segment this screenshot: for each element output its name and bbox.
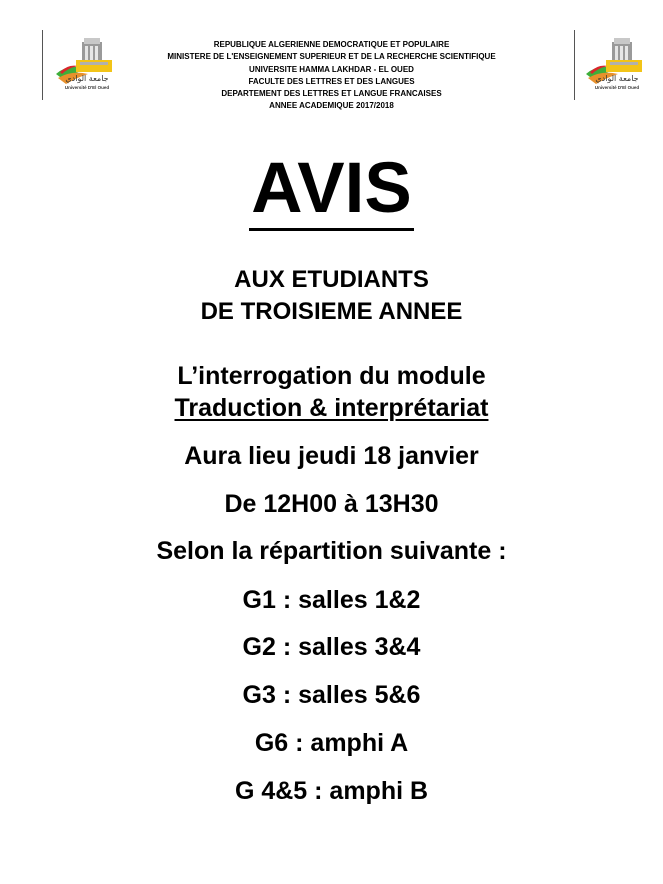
- institution-header: [130, 39, 533, 113]
- left-divider: [42, 30, 43, 100]
- logo-caption: Université D'El Oued: [594, 85, 640, 90]
- audience-line-2: DE TROISIEME ANNEE: [200, 298, 463, 325]
- header-line-department: DEPARTEMENT DES LETTRES ET LANGUE FRANCAISES: [221, 89, 442, 99]
- audience-line-1: AUX ETUDIANTS: [234, 266, 429, 293]
- logo-arabic-text: جامعة الوادي: [595, 74, 639, 83]
- header-line-academic-year: ANNEE ACADEMIQUE 2017/2018: [269, 101, 394, 111]
- assignment-g2: G2 : salles 3&4: [242, 633, 421, 661]
- assignment-g6: G6 : amphi A: [254, 729, 409, 757]
- exam-time: De 12H00 à 13H30: [224, 490, 439, 518]
- notice-title: [0, 147, 663, 231]
- module-intro: L’interrogation du module: [177, 362, 486, 390]
- university-logo-left: [52, 34, 122, 94]
- assignment-g3: G3 : salles 5&6: [242, 681, 421, 709]
- logo-arabic-text: جامعة الوادي: [65, 74, 109, 83]
- header-line-ministry: MINISTERE DE L'ENSEIGNEMENT SUPERIEUR ET DE LA RECHERCHE SCIENTIFIQUE: [167, 52, 496, 62]
- module-name: [0, 394, 663, 423]
- assignment-g1: G1 : salles 1&2: [242, 586, 421, 614]
- university-logo-right: [582, 34, 652, 94]
- assignment-g4-5: G 4&5 : amphi B: [234, 777, 429, 805]
- distribution-heading: Selon la répartition suivante :: [156, 537, 507, 565]
- header-line-republic: REPUBLIQUE ALGERIENNE DEMOCRATIQUE ET POPULAIRE: [213, 40, 450, 49]
- exam-date: Aura lieu jeudi 18 janvier: [184, 442, 479, 470]
- header-line-faculty: FACULTE DES LETTRES ET DES LANGUES: [248, 76, 415, 86]
- module-name-text: Traduction & interprétariat: [174, 394, 489, 422]
- logo-caption: Université D'El Oued: [64, 85, 110, 90]
- notice-title-text: AVIS: [249, 150, 413, 231]
- header-line-university: UNIVERSITE HAMMA LAKHDAR - EL OUED: [249, 64, 414, 74]
- right-divider: [574, 30, 575, 100]
